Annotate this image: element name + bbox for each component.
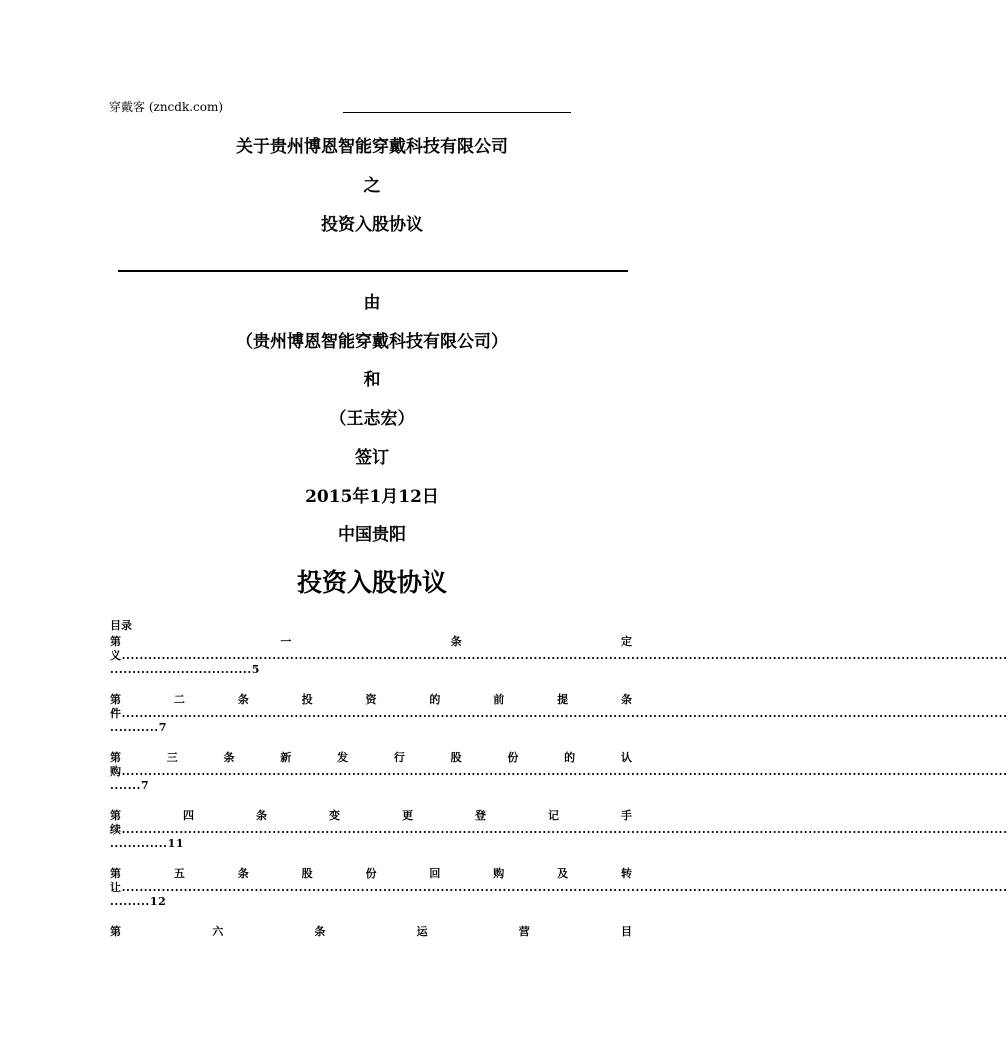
toc-entry-page: ................................5	[110, 663, 261, 676]
cover-divider	[118, 270, 628, 272]
cover-party-b: （王志宏）	[329, 409, 415, 429]
toc-entry-last-char: 件	[110, 707, 122, 720]
toc-entry-last-char: 义	[110, 649, 122, 662]
toc-entry-heading	[110, 751, 632, 765]
toc-entry-char: 第	[110, 867, 121, 880]
toc-entry-heading	[110, 809, 632, 823]
toc-entry-char: 更	[402, 809, 413, 822]
cover-by: 由	[363, 293, 381, 313]
cover-date: 2015年1月12日	[305, 487, 439, 507]
toc-entry-char: 新	[280, 751, 292, 764]
toc-entry-leader: 购........................................................................................................................................................................................................	[110, 765, 1008, 778]
cover-place: 中国贵阳	[338, 525, 406, 545]
toc-entry-last-char: 让	[110, 881, 122, 894]
cover-party-a: （贵州博恩智能穿戴科技有限公司）	[236, 332, 508, 352]
toc-entry-page: ...........7	[110, 721, 167, 734]
toc-entry-page: .......7	[110, 779, 150, 792]
toc-entry-char: 条	[450, 635, 462, 648]
toc-entry[interactable]	[110, 925, 632, 939]
toc-entry-heading	[110, 635, 632, 649]
toc-entry-char: 一	[280, 635, 292, 648]
toc-entry-char: 条	[314, 925, 326, 938]
cover-title-line1: 关于贵州博恩智能穿戴科技有限公司	[236, 137, 508, 157]
toc-entry-heading	[110, 693, 632, 707]
toc-entry-char: 股	[450, 751, 462, 764]
cover-title-line3: 投资入股协议	[321, 215, 423, 235]
toc-entry-char: 记	[548, 809, 559, 822]
toc-entry-char: 条	[256, 809, 267, 822]
toc-entry-char: 发	[337, 751, 349, 764]
toc-entry-char: 手	[621, 809, 632, 822]
toc-entry-page: .........12	[110, 895, 167, 908]
toc-entry-leader: 件........................................................................................................................................................................................................	[110, 707, 1008, 720]
cover-and: 和	[363, 370, 381, 390]
toc-entry-leader: 义........................................................................................................................................................................................................	[110, 649, 1008, 662]
toc-entry-char: 定	[620, 635, 632, 648]
toc-entry[interactable]	[110, 751, 1008, 793]
toc-entry-char: 四	[183, 809, 194, 822]
toc-entry-char: 第	[110, 635, 121, 648]
header-source: 穿戴客 (zncdk.com)	[109, 100, 224, 114]
toc-entry-char: 第	[110, 809, 121, 822]
header-underline	[343, 112, 571, 113]
toc-entry-leader: 续........................................................................................................................................................................................................	[110, 823, 1008, 836]
toc-entry[interactable]	[110, 693, 1008, 735]
toc-entry-last-char: 购	[110, 765, 122, 778]
toc-entry-char: 运	[416, 925, 428, 938]
toc-entry-last-char: 续	[110, 823, 122, 836]
toc-title: 目录	[110, 619, 132, 632]
toc-entry-char: 的	[429, 693, 441, 706]
toc-entry-char: 条	[223, 751, 235, 764]
toc-entry-char: 第	[110, 693, 121, 706]
toc-entry-char: 提	[557, 693, 569, 706]
toc-entry-heading	[110, 867, 632, 881]
toc-entry-char: 投	[301, 693, 313, 706]
toc-entry-char: 前	[493, 693, 505, 706]
toc-entry-char: 变	[329, 809, 340, 822]
toc-entry-char: 六	[212, 925, 224, 938]
toc-entry-char: 营	[518, 925, 530, 938]
toc-entry-heading	[110, 925, 632, 939]
toc-entry-char: 条	[237, 693, 249, 706]
document-title: 投资入股协议	[296, 568, 447, 597]
toc-entry-char: 二	[173, 693, 185, 706]
toc-entry-char: 条	[237, 867, 249, 880]
cover-title-line2: 之	[363, 176, 381, 196]
toc-entry[interactable]	[110, 635, 1008, 677]
toc-entry[interactable]	[110, 867, 1008, 909]
toc-entry-char: 条	[621, 693, 632, 706]
toc-entry[interactable]	[110, 809, 1008, 851]
toc-entry-page: .............11	[110, 837, 185, 850]
toc-entry-char: 转	[621, 867, 632, 880]
toc-entry-char: 份	[365, 867, 377, 880]
toc-entry-char: 股	[301, 867, 313, 880]
toc-entry-char: 三	[166, 751, 178, 764]
toc-entry-char: 回	[429, 867, 441, 880]
toc-entry-char: 份	[507, 751, 519, 764]
toc-entry-char: 行	[393, 751, 405, 764]
toc-entry-char: 五	[173, 867, 185, 880]
toc-entry-char: 的	[564, 751, 576, 764]
toc-entry-char: 及	[557, 867, 569, 880]
toc-entry-leader: 让........................................................................................................................................................................................................	[110, 881, 1008, 894]
toc-entry-char: 购	[493, 867, 505, 880]
toc-entry-char: 资	[365, 693, 377, 706]
toc-entry-char: 第	[110, 751, 121, 764]
toc-entry-char: 登	[475, 809, 486, 822]
toc-entry-char: 第	[110, 925, 121, 938]
toc-entry-char: 目	[620, 925, 632, 938]
page-header	[109, 100, 571, 114]
cover-signed: 签订	[355, 448, 389, 468]
toc-entry-char: 认	[620, 751, 632, 764]
